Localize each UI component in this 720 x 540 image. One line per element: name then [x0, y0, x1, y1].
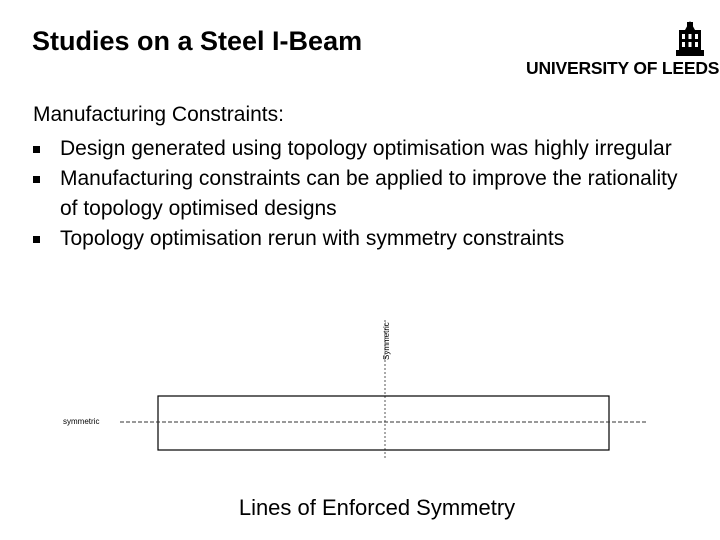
- bullet-item: [33, 224, 693, 254]
- bullet-item: [33, 164, 693, 224]
- slide-title: Studies on a Steel I-Beam: [32, 26, 363, 56]
- diagram-caption: Lines of Enforced Symmetry: [238, 495, 516, 520]
- vertical-symmetry-label: Symmetric: [382, 322, 391, 360]
- horizontal-symmetry-label: symmetric: [63, 417, 100, 426]
- logo-text: UNIVERSITY OF LEEDS: [526, 58, 720, 78]
- square-bullet-icon: [33, 176, 40, 183]
- symmetry-diagram: [0, 300, 720, 460]
- bullet-text: Topology optimisation rerun with symmetry constraints: [60, 227, 565, 250]
- bullet-text: Manufacturing constraints can be applied to improve the rationality of topology optimised designs: [60, 167, 678, 220]
- bullet-text: Design generated using topology optimisation was highly irregular: [60, 137, 672, 160]
- bullet-item: [33, 134, 693, 164]
- square-bullet-icon: [33, 146, 40, 153]
- intro-heading: Manufacturing Constraints:: [33, 103, 284, 126]
- university-logo: [520, 20, 720, 78]
- square-bullet-icon: [33, 236, 40, 243]
- beam-outline: [158, 396, 609, 450]
- bullet-list: [33, 134, 693, 254]
- university-crest-icon: [674, 20, 706, 58]
